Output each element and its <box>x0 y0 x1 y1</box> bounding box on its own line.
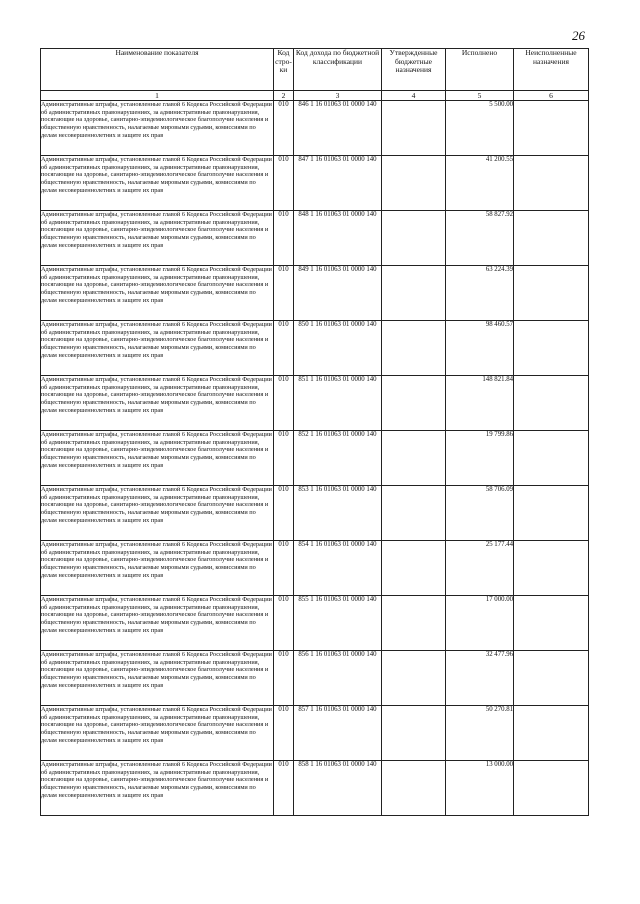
unexecuted-cell <box>514 486 589 541</box>
column-number: 6 <box>514 91 589 101</box>
income-code-cell: 851 1 16 01063 01 0000 140 <box>294 376 382 431</box>
header-line-code: Код стро-ки <box>274 49 294 91</box>
row-name-cell: Административные штрафы, установленные главой 6 Кодекса Российской Федерации об административных правонарушениях, за административные правонарушения, посягающие на здоровье, санитарно-эпидемиологическое благополучие населения и общественную нравственность, налагаемые мировыми судьями, комиссиями по делам несовершеннолетних и защите их прав <box>41 101 274 156</box>
row-name-cell: Административные штрафы, установленные главой 6 Кодекса Российской Федерации об административных правонарушениях, за административные правонарушения, посягающие на здоровье, санитарно-эпидемиологическое благополучие населения и общественную нравственность, налагаемые мировыми судьями, комиссиями по делам несовершеннолетних и защите их прав <box>41 211 274 266</box>
row-name-cell: Административные штрафы, установленные главой 6 Кодекса Российской Федерации об административных правонарушениях, за административные правонарушения, посягающие на здоровье, санитарно-эпидемиологическое благополучие населения и общественную нравственность, налагаемые мировыми судьями, комиссиями по делам несовершеннолетних и защите их прав <box>41 596 274 651</box>
line-code-cell: 010 <box>274 651 294 706</box>
column-number-row <box>41 91 589 101</box>
executed-cell: 13 000.00 <box>446 761 514 816</box>
approved-cell <box>382 596 446 651</box>
unexecuted-cell <box>514 101 589 156</box>
income-code-cell: 850 1 16 01063 01 0000 140 <box>294 321 382 376</box>
row-name-cell: Административные штрафы, установленные главой 6 Кодекса Российской Федерации об административных правонарушениях, за административные правонарушения, посягающие на здоровье, санитарно-эпидемиологическое благополучие населения и общественную нравственность, налагаемые мировыми судьями, комиссиями по делам несовершеннолетних и защите их прав <box>41 266 274 321</box>
table-row <box>41 266 589 321</box>
line-code-cell: 010 <box>274 706 294 761</box>
approved-cell <box>382 156 446 211</box>
line-code-cell: 010 <box>274 211 294 266</box>
unexecuted-cell <box>514 761 589 816</box>
table-body <box>41 101 589 816</box>
income-code-cell: 854 1 16 01063 01 0000 140 <box>294 541 382 596</box>
row-name-cell: Административные штрафы, установленные главой 6 Кодекса Российской Федерации об административных правонарушениях, за административные правонарушения, посягающие на здоровье, санитарно-эпидемиологическое благополучие населения и общественную нравственность, налагаемые мировыми судьями, комиссиями по делам несовершеннолетних и защите их прав <box>41 376 274 431</box>
column-number: 3 <box>294 91 382 101</box>
table-row <box>41 486 589 541</box>
executed-cell: 32 477.96 <box>446 651 514 706</box>
executed-cell: 50 270.81 <box>446 706 514 761</box>
line-code-cell: 010 <box>274 486 294 541</box>
table-row <box>41 541 589 596</box>
table-row <box>41 376 589 431</box>
column-number: 5 <box>446 91 514 101</box>
unexecuted-cell <box>514 376 589 431</box>
unexecuted-cell <box>514 321 589 376</box>
unexecuted-cell <box>514 431 589 486</box>
row-name-cell: Административные штрафы, установленные главой 6 Кодекса Российской Федерации об административных правонарушениях, за административные правонарушения, посягающие на здоровье, санитарно-эпидемиологическое благополучие населения и общественную нравственность, налагаемые мировыми судьями, комиссиями по делам несовершеннолетних и защите их прав <box>41 486 274 541</box>
unexecuted-cell <box>514 211 589 266</box>
executed-cell: 148 821.84 <box>446 376 514 431</box>
header-income-code: Код дохода по бюджетной классификации <box>294 49 382 91</box>
table-row <box>41 431 589 486</box>
approved-cell <box>382 431 446 486</box>
income-code-cell: 857 1 16 01063 01 0000 140 <box>294 706 382 761</box>
header-name: Наименование показателя <box>41 49 274 91</box>
line-code-cell: 010 <box>274 156 294 211</box>
page-number: 26 <box>572 28 585 43</box>
unexecuted-cell <box>514 706 589 761</box>
executed-cell: 17 000.00 <box>446 596 514 651</box>
row-name-cell: Административные штрафы, установленные главой 6 Кодекса Российской Федерации об административных правонарушениях, за административные правонарушения, посягающие на здоровье, санитарно-эпидемиологическое благополучие населения и общественную нравственность, налагаемые мировыми судьями, комиссиями по делам несовершеннолетних и защите их прав <box>41 761 274 816</box>
executed-cell: 63 224.39 <box>446 266 514 321</box>
header-executed: Исполнено <box>446 49 514 91</box>
table-row <box>41 101 589 156</box>
header-unexecuted: Неисполненные назначения <box>514 49 589 91</box>
line-code-cell: 010 <box>274 541 294 596</box>
line-code-cell: 010 <box>274 101 294 156</box>
approved-cell <box>382 321 446 376</box>
row-name-cell: Административные штрафы, установленные главой 6 Кодекса Российской Федерации об административных правонарушениях, за административные правонарушения, посягающие на здоровье, санитарно-эпидемиологическое благополучие населения и общественную нравственность, налагаемые мировыми судьями, комиссиями по делам несовершеннолетних и защите их прав <box>41 431 274 486</box>
executed-cell: 19 799.86 <box>446 431 514 486</box>
table-row <box>41 706 589 761</box>
approved-cell <box>382 541 446 596</box>
line-code-cell: 010 <box>274 321 294 376</box>
line-code-cell: 010 <box>274 376 294 431</box>
budget-execution-table <box>40 48 589 816</box>
executed-cell: 25 177.44 <box>446 541 514 596</box>
approved-cell <box>382 266 446 321</box>
approved-cell <box>382 486 446 541</box>
executed-cell: 41 200.55 <box>446 156 514 211</box>
table-row <box>41 596 589 651</box>
executed-cell: 98 460.57 <box>446 321 514 376</box>
unexecuted-cell <box>514 541 589 596</box>
header-approved: Утвержденные бюджетные назначения <box>382 49 446 91</box>
income-code-cell: 846 1 16 01063 01 0000 140 <box>294 101 382 156</box>
income-code-cell: 849 1 16 01063 01 0000 140 <box>294 266 382 321</box>
table-row <box>41 651 589 706</box>
income-code-cell: 856 1 16 01063 01 0000 140 <box>294 651 382 706</box>
approved-cell <box>382 706 446 761</box>
income-code-cell: 855 1 16 01063 01 0000 140 <box>294 596 382 651</box>
column-number: 4 <box>382 91 446 101</box>
row-name-cell: Административные штрафы, установленные главой 6 Кодекса Российской Федерации об административных правонарушениях, за административные правонарушения, посягающие на здоровье, санитарно-эпидемиологическое благополучие населения и общественную нравственность, налагаемые мировыми судьями, комиссиями по делам несовершеннолетних и защите их прав <box>41 541 274 596</box>
line-code-cell: 010 <box>274 431 294 486</box>
approved-cell <box>382 651 446 706</box>
unexecuted-cell <box>514 651 589 706</box>
line-code-cell: 010 <box>274 761 294 816</box>
executed-cell: 5 500.00 <box>446 101 514 156</box>
table-row <box>41 211 589 266</box>
income-code-cell: 852 1 16 01063 01 0000 140 <box>294 431 382 486</box>
row-name-cell: Административные штрафы, установленные главой 6 Кодекса Российской Федерации об административных правонарушениях, за административные правонарушения, посягающие на здоровье, санитарно-эпидемиологическое благополучие населения и общественную нравственность, налагаемые мировыми судьями, комиссиями по делам несовершеннолетних и защите их прав <box>41 321 274 376</box>
table-row <box>41 321 589 376</box>
income-code-cell: 853 1 16 01063 01 0000 140 <box>294 486 382 541</box>
approved-cell <box>382 761 446 816</box>
row-name-cell: Административные штрафы, установленные главой 6 Кодекса Российской Федерации об административных правонарушениях, за административные правонарушения, посягающие на здоровье, санитарно-эпидемиологическое благополучие населения и общественную нравственность, налагаемые мировыми судьями, комиссиями по делам несовершеннолетних и защите их прав <box>41 706 274 761</box>
row-name-cell: Административные штрафы, установленные главой 6 Кодекса Российской Федерации об административных правонарушениях, за административные правонарушения, посягающие на здоровье, санитарно-эпидемиологическое благополучие населения и общественную нравственность, налагаемые мировыми судьями, комиссиями по делам несовершеннолетних и защите их прав <box>41 156 274 211</box>
line-code-cell: 010 <box>274 266 294 321</box>
column-number: 2 <box>274 91 294 101</box>
executed-cell: 58 827.92 <box>446 211 514 266</box>
unexecuted-cell <box>514 596 589 651</box>
unexecuted-cell <box>514 156 589 211</box>
executed-cell: 58 706.09 <box>446 486 514 541</box>
table-row <box>41 761 589 816</box>
unexecuted-cell <box>514 266 589 321</box>
table-row <box>41 156 589 211</box>
income-code-cell: 848 1 16 01063 01 0000 140 <box>294 211 382 266</box>
approved-cell <box>382 211 446 266</box>
income-code-cell: 858 1 16 01063 01 0000 140 <box>294 761 382 816</box>
line-code-cell: 010 <box>274 596 294 651</box>
column-number: 1 <box>41 91 274 101</box>
row-name-cell: Административные штрафы, установленные главой 6 Кодекса Российской Федерации об административных правонарушениях, за административные правонарушения, посягающие на здоровье, санитарно-эпидемиологическое благополучие населения и общественную нравственность, налагаемые мировыми судьями, комиссиями по делам несовершеннолетних и защите их прав <box>41 651 274 706</box>
table-header-row <box>41 49 589 91</box>
approved-cell <box>382 101 446 156</box>
approved-cell <box>382 376 446 431</box>
income-code-cell: 847 1 16 01063 01 0000 140 <box>294 156 382 211</box>
